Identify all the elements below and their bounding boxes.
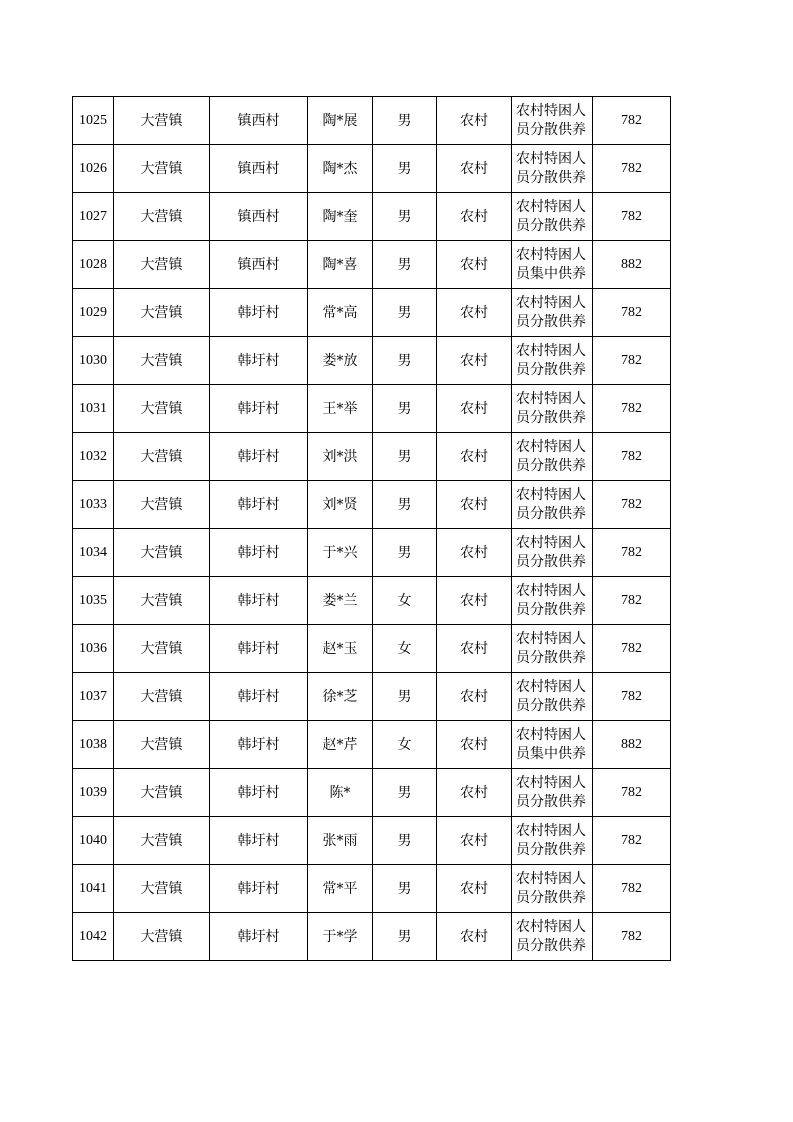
- name-cell: 刘*洪: [308, 433, 373, 481]
- amount-cell: 782: [593, 385, 671, 433]
- village-cell: 韩圩村: [210, 625, 308, 673]
- village-cell: 韩圩村: [210, 529, 308, 577]
- support-type-text: 农村特困人员分散供养: [516, 582, 586, 618]
- village-cell: 韩圩村: [210, 481, 308, 529]
- support-type-cell: [512, 577, 593, 625]
- name-cell: 赵*芹: [308, 721, 373, 769]
- support-type-text: 农村特困人员分散供养: [516, 438, 586, 474]
- support-type-cell: [512, 481, 593, 529]
- amount-cell: 782: [593, 865, 671, 913]
- village-cell: 韩圩村: [210, 865, 308, 913]
- support-type-cell: [512, 913, 593, 961]
- gender-cell: 男: [373, 193, 437, 241]
- village-cell: 韩圩村: [210, 913, 308, 961]
- name-cell: 常*高: [308, 289, 373, 337]
- town-cell: 大营镇: [114, 241, 210, 289]
- amount-cell: 782: [593, 337, 671, 385]
- support-type-cell: [512, 625, 593, 673]
- support-type-text: 农村特困人员集中供养: [516, 246, 586, 282]
- amount-cell: 782: [593, 529, 671, 577]
- residence-cell: 农村: [437, 577, 512, 625]
- name-cell: 陶*喜: [308, 241, 373, 289]
- support-type-cell: [512, 673, 593, 721]
- residence-cell: 农村: [437, 769, 512, 817]
- residence-cell: 农村: [437, 625, 512, 673]
- support-type-text: 农村特困人员集中供养: [516, 726, 586, 762]
- gender-cell: 男: [373, 481, 437, 529]
- town-cell: 大营镇: [114, 817, 210, 865]
- village-cell: 韩圩村: [210, 289, 308, 337]
- support-type-cell: [512, 145, 593, 193]
- amount-cell: 882: [593, 721, 671, 769]
- support-type-cell: [512, 193, 593, 241]
- support-type-text: 农村特困人员分散供养: [516, 534, 586, 570]
- town-cell: 大营镇: [114, 193, 210, 241]
- gender-cell: 男: [373, 769, 437, 817]
- name-cell: 于*学: [308, 913, 373, 961]
- records-table: [72, 96, 671, 961]
- support-type-text: 农村特困人员分散供养: [516, 630, 586, 666]
- gender-cell: 男: [373, 433, 437, 481]
- residence-cell: 农村: [437, 97, 512, 145]
- amount-cell: 782: [593, 625, 671, 673]
- support-type-text: 农村特困人员分散供养: [516, 390, 586, 426]
- support-type-text: 农村特困人员分散供养: [516, 342, 586, 378]
- town-cell: 大营镇: [114, 97, 210, 145]
- support-type-cell: [512, 241, 593, 289]
- support-type-text: 农村特困人员分散供养: [516, 486, 586, 522]
- name-cell: 陶*奎: [308, 193, 373, 241]
- town-cell: 大营镇: [114, 529, 210, 577]
- support-type-cell: [512, 97, 593, 145]
- gender-cell: 女: [373, 625, 437, 673]
- town-cell: 大营镇: [114, 145, 210, 193]
- table-row: [73, 337, 671, 385]
- residence-cell: 农村: [437, 289, 512, 337]
- residence-cell: 农村: [437, 433, 512, 481]
- residence-cell: 农村: [437, 385, 512, 433]
- amount-cell: 782: [593, 289, 671, 337]
- gender-cell: 男: [373, 529, 437, 577]
- village-cell: 镇西村: [210, 145, 308, 193]
- gender-cell: 男: [373, 913, 437, 961]
- support-type-text: 农村特困人员分散供养: [516, 774, 586, 810]
- support-type-text: 农村特困人员分散供养: [516, 102, 586, 138]
- table-row: [73, 769, 671, 817]
- amount-cell: 782: [593, 433, 671, 481]
- name-cell: 陈*: [308, 769, 373, 817]
- table-row: [73, 625, 671, 673]
- support-type-text: 农村特困人员分散供养: [516, 822, 586, 858]
- serial-number-cell: 1034: [73, 529, 114, 577]
- table-row: [73, 913, 671, 961]
- name-cell: 娄*兰: [308, 577, 373, 625]
- support-type-cell: [512, 865, 593, 913]
- gender-cell: 男: [373, 289, 437, 337]
- serial-number-cell: 1029: [73, 289, 114, 337]
- village-cell: 韩圩村: [210, 769, 308, 817]
- amount-cell: 782: [593, 673, 671, 721]
- records-table-body: [73, 97, 671, 961]
- name-cell: 常*平: [308, 865, 373, 913]
- serial-number-cell: 1037: [73, 673, 114, 721]
- village-cell: 镇西村: [210, 97, 308, 145]
- village-cell: 韩圩村: [210, 721, 308, 769]
- serial-number-cell: 1028: [73, 241, 114, 289]
- town-cell: 大营镇: [114, 625, 210, 673]
- support-type-cell: [512, 817, 593, 865]
- village-cell: 韩圩村: [210, 673, 308, 721]
- support-type-cell: [512, 337, 593, 385]
- amount-cell: 882: [593, 241, 671, 289]
- name-cell: 陶*杰: [308, 145, 373, 193]
- serial-number-cell: 1039: [73, 769, 114, 817]
- amount-cell: 782: [593, 145, 671, 193]
- support-type-cell: [512, 721, 593, 769]
- residence-cell: 农村: [437, 913, 512, 961]
- support-type-cell: [512, 385, 593, 433]
- serial-number-cell: 1041: [73, 865, 114, 913]
- town-cell: 大营镇: [114, 721, 210, 769]
- town-cell: 大营镇: [114, 913, 210, 961]
- town-cell: 大营镇: [114, 673, 210, 721]
- gender-cell: 女: [373, 577, 437, 625]
- serial-number-cell: 1030: [73, 337, 114, 385]
- residence-cell: 农村: [437, 193, 512, 241]
- town-cell: 大营镇: [114, 289, 210, 337]
- serial-number-cell: 1036: [73, 625, 114, 673]
- support-type-text: 农村特困人员分散供养: [516, 870, 586, 906]
- gender-cell: 男: [373, 865, 437, 913]
- gender-cell: 男: [373, 337, 437, 385]
- name-cell: 刘*贤: [308, 481, 373, 529]
- village-cell: 镇西村: [210, 193, 308, 241]
- gender-cell: 男: [373, 241, 437, 289]
- residence-cell: 农村: [437, 481, 512, 529]
- residence-cell: 农村: [437, 337, 512, 385]
- name-cell: 王*举: [308, 385, 373, 433]
- serial-number-cell: 1027: [73, 193, 114, 241]
- town-cell: 大营镇: [114, 865, 210, 913]
- gender-cell: 男: [373, 145, 437, 193]
- name-cell: 娄*放: [308, 337, 373, 385]
- name-cell: 陶*展: [308, 97, 373, 145]
- serial-number-cell: 1026: [73, 145, 114, 193]
- table-row: [73, 529, 671, 577]
- residence-cell: 农村: [437, 817, 512, 865]
- name-cell: 徐*芝: [308, 673, 373, 721]
- serial-number-cell: 1032: [73, 433, 114, 481]
- table-row: [73, 673, 671, 721]
- town-cell: 大营镇: [114, 433, 210, 481]
- amount-cell: 782: [593, 817, 671, 865]
- support-type-cell: [512, 289, 593, 337]
- table-row: [73, 97, 671, 145]
- amount-cell: 782: [593, 769, 671, 817]
- town-cell: 大营镇: [114, 481, 210, 529]
- serial-number-cell: 1038: [73, 721, 114, 769]
- serial-number-cell: 1031: [73, 385, 114, 433]
- village-cell: 韩圩村: [210, 385, 308, 433]
- table-row: [73, 481, 671, 529]
- gender-cell: 男: [373, 385, 437, 433]
- support-type-cell: [512, 529, 593, 577]
- amount-cell: 782: [593, 577, 671, 625]
- gender-cell: 男: [373, 673, 437, 721]
- support-type-text: 农村特困人员分散供养: [516, 198, 586, 234]
- residence-cell: 农村: [437, 145, 512, 193]
- support-type-text: 农村特困人员分散供养: [516, 294, 586, 330]
- amount-cell: 782: [593, 481, 671, 529]
- table-row: [73, 433, 671, 481]
- village-cell: 镇西村: [210, 241, 308, 289]
- table-row: [73, 193, 671, 241]
- amount-cell: 782: [593, 97, 671, 145]
- residence-cell: 农村: [437, 673, 512, 721]
- gender-cell: 男: [373, 817, 437, 865]
- support-type-cell: [512, 433, 593, 481]
- table-row: [73, 721, 671, 769]
- village-cell: 韩圩村: [210, 433, 308, 481]
- name-cell: 张*雨: [308, 817, 373, 865]
- serial-number-cell: 1033: [73, 481, 114, 529]
- gender-cell: 女: [373, 721, 437, 769]
- table-row: [73, 577, 671, 625]
- support-type-text: 农村特困人员分散供养: [516, 678, 586, 714]
- table-row: [73, 289, 671, 337]
- table-row: [73, 817, 671, 865]
- amount-cell: 782: [593, 193, 671, 241]
- residence-cell: 农村: [437, 865, 512, 913]
- town-cell: 大营镇: [114, 769, 210, 817]
- town-cell: 大营镇: [114, 337, 210, 385]
- serial-number-cell: 1040: [73, 817, 114, 865]
- table-row: [73, 241, 671, 289]
- name-cell: 于*兴: [308, 529, 373, 577]
- residence-cell: 农村: [437, 721, 512, 769]
- gender-cell: 男: [373, 97, 437, 145]
- support-type-text: 农村特困人员分散供养: [516, 150, 586, 186]
- town-cell: 大营镇: [114, 577, 210, 625]
- support-type-text: 农村特困人员分散供养: [516, 918, 586, 954]
- village-cell: 韩圩村: [210, 817, 308, 865]
- village-cell: 韩圩村: [210, 337, 308, 385]
- serial-number-cell: 1042: [73, 913, 114, 961]
- name-cell: 赵*玉: [308, 625, 373, 673]
- town-cell: 大营镇: [114, 385, 210, 433]
- village-cell: 韩圩村: [210, 577, 308, 625]
- support-type-cell: [512, 769, 593, 817]
- amount-cell: 782: [593, 913, 671, 961]
- serial-number-cell: 1035: [73, 577, 114, 625]
- residence-cell: 农村: [437, 529, 512, 577]
- table-row: [73, 145, 671, 193]
- table-row: [73, 385, 671, 433]
- residence-cell: 农村: [437, 241, 512, 289]
- table-row: [73, 865, 671, 913]
- serial-number-cell: 1025: [73, 97, 114, 145]
